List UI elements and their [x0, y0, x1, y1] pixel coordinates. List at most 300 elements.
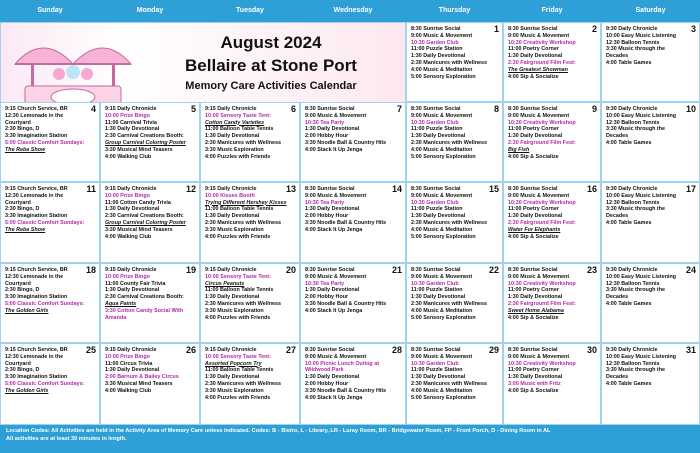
activity-item: 11:00 Balloon Table Tennis: [205, 287, 274, 294]
activity-item: 9:00 Music & Movement: [411, 32, 473, 39]
activity-item: 10:00 Easy Music Listening: [606, 112, 677, 119]
activity-item: 3:30 Music Exploration: [205, 226, 264, 233]
activity-item: 2:30 Manicures with Wellness: [411, 219, 487, 226]
activity-item: 2:30 Manicures with Wellness: [411, 300, 487, 307]
activity-item: 4:00 Stack It Up Jenga: [305, 226, 363, 233]
weekday-tuesday: Tuesday: [236, 7, 264, 14]
activity-item: 10:30 Garden Club: [411, 280, 459, 287]
activity-item: 3:30 Noodle Ball & Country Hits: [305, 139, 387, 146]
activity-list: [407, 264, 502, 321]
activity-item: 2:30 Fairground Film Fest:: [508, 300, 576, 307]
activity-item: 9:00 Music & Movement: [305, 192, 367, 199]
activity-item: 10:30 Creativity Workshop: [508, 280, 576, 287]
activity-item: Courtyard: [5, 360, 31, 367]
day-number: 10: [685, 104, 696, 114]
activity-item: 4:00 Music & Meditation: [411, 146, 473, 153]
day-number: 23: [586, 265, 597, 275]
activity-item: 8:30 Sunrise Social: [411, 347, 461, 353]
activity-item: 1:30 Daily Devotional: [411, 213, 466, 220]
day-number: 1: [493, 24, 499, 34]
activity-item: 8:30 Sunrise Social: [411, 186, 461, 192]
day-number: 30: [586, 345, 597, 355]
activity-item: Wildwood Park: [305, 367, 344, 374]
activity-item: 4:00 Puzzles with Friends: [205, 233, 271, 240]
activity-item: 9:15 Church Service, BR: [5, 186, 68, 192]
activity-item: 1:30 Daily Devotional: [411, 53, 466, 60]
day-cell: [100, 263, 200, 343]
activity-item: 2:30 Bingo, D: [5, 287, 40, 294]
activity-item: 1:30 Daily Devotional: [411, 374, 466, 381]
activity-item: 3:30 Music through the: [606, 126, 666, 133]
activity-list: [1, 103, 99, 154]
activity-list: [602, 264, 699, 308]
activity-item: 9:30 Daily Chronicle: [606, 347, 658, 353]
activity-item: 1:30 Daily Devotional: [305, 206, 360, 213]
activity-item: 2:30 Carnival Creations Booth:: [105, 133, 184, 140]
day-cell: [200, 263, 300, 343]
activity-list: [504, 103, 600, 160]
activity-item: Trying Different Hershey Kisses: [205, 199, 287, 206]
activity-item: 4:00 Walking Club: [105, 233, 152, 240]
day-cell: [0, 102, 100, 182]
activity-item: 10:30 Garden Club: [411, 39, 459, 46]
activity-item: 2:30 Manicures with Wellness: [205, 300, 281, 307]
day-cell: [406, 263, 503, 343]
day-cell: [601, 343, 700, 425]
activity-item: 11:00 Puzzle Station: [411, 126, 463, 133]
activity-item: 2:30 Manicures with Wellness: [411, 59, 487, 66]
activity-item: Amanda: [105, 314, 127, 321]
activity-item: 9:00 Music & Movement: [508, 353, 570, 360]
activity-list: [201, 183, 299, 240]
activity-item: 9:15 Daily Chronicle: [205, 347, 257, 353]
activity-item: Decades: [606, 53, 629, 60]
activity-item: 9:15 Church Service, BR: [5, 347, 68, 353]
activity-item: 10:00 Sensory Taste Tent:: [205, 273, 272, 280]
day-number: 22: [488, 265, 499, 275]
day-cell: [503, 343, 601, 425]
activity-item: 3:30 Music Exploration: [205, 146, 264, 153]
activity-item: 9:15 Daily Chronicle: [105, 267, 157, 273]
day-number: 21: [391, 265, 402, 275]
activity-list: [101, 103, 199, 160]
activity-item: 4:00 Puzzles with Friends: [205, 394, 271, 401]
activity-item: 4:00 Table Games: [606, 59, 652, 66]
activity-item: 10:30 Creativity Workshop: [508, 39, 576, 46]
day-cell: [300, 263, 406, 343]
day-number: 5: [190, 104, 196, 114]
activity-item: The Greatest Showman: [508, 66, 568, 73]
activity-item: 4:00 Stack It Up Jenga: [305, 307, 363, 314]
activity-item: 11:00 Balloon Table Tennis: [205, 367, 274, 374]
day-number: 29: [488, 345, 499, 355]
activity-list: [101, 264, 199, 321]
activity-item: 9:30 Daily Chronicle: [606, 26, 658, 32]
activity-item: 8:30 Sunrise Social: [508, 186, 558, 192]
activity-list: [201, 344, 299, 401]
activity-item: 8:30 Sunrise Social: [508, 347, 558, 353]
activity-list: [407, 183, 502, 240]
activity-item: 4:00 Sip & Socialize: [508, 73, 559, 80]
activity-item: 10:30 Creativity Workshop: [508, 360, 576, 367]
activity-item: 5:00 Classic Comfort Sundays:: [5, 300, 85, 307]
activity-item: 2:30 Manicures with Wellness: [411, 139, 487, 146]
day-number: 11: [86, 184, 96, 194]
weekday-saturday: Saturday: [635, 7, 666, 14]
activity-item: 10:00 Prize Bingo: [105, 353, 150, 360]
activity-item: 12:30 Balloon Tennis: [606, 199, 660, 206]
activity-list: [301, 264, 405, 315]
location-codes-footer: [0, 425, 700, 453]
activity-item: 8:30 Sunrise Social: [305, 267, 355, 273]
activity-item: 11:00 Poetry Corner: [508, 367, 559, 374]
activity-list: [407, 103, 502, 160]
activity-item: 2:00 Hobby Hour: [305, 133, 349, 140]
activity-item: Water For Elephants: [508, 226, 561, 233]
activity-item: 1:30 Daily Devotional: [305, 287, 360, 294]
activity-item: 11:00 Poetry Corner: [508, 126, 559, 133]
activity-item: 9:00 Music & Movement: [508, 192, 570, 199]
activity-item: 4:00 Sip & Socialize: [508, 233, 559, 240]
activity-list: [301, 344, 405, 401]
activity-item: 9:15 Daily Chronicle: [105, 347, 157, 353]
day-cell: [406, 182, 503, 263]
activity-item: 3:30 Imagination Station: [5, 213, 68, 220]
activity-item: 5:00 Sensory Exploration: [411, 314, 476, 321]
day-cell: [100, 102, 200, 182]
activity-item: 10:00 Sensory Taste Tent:: [205, 353, 272, 360]
activity-item: 10:30 Creativity Workshop: [508, 199, 576, 206]
activity-item: 4:00 Puzzles with Friends: [205, 153, 271, 160]
activity-item: 12:30 Lemonade in the: [5, 192, 64, 199]
day-number: 2: [591, 24, 597, 34]
activity-item: Decades: [606, 294, 629, 301]
activity-item: 1:30 Daily Devotional: [411, 133, 466, 140]
activity-item: 9:00 Music & Movement: [411, 112, 473, 119]
activity-item: 8:30 Sunrise Social: [305, 347, 355, 353]
day-cell: [503, 182, 601, 263]
activity-item: 8:30 Sunrise Social: [508, 267, 558, 273]
activity-item: 3:30 Music through the: [606, 206, 666, 213]
activity-item: Decades: [606, 213, 629, 220]
activity-item: Cotton Candy Varieties: [205, 119, 265, 126]
day-cell: [0, 182, 100, 263]
activity-item: Assorted Popcorn Try: [205, 360, 262, 367]
activity-item: 2:30 Fairground Film Fest:: [508, 219, 576, 226]
activity-item: 11:00 Poetry Corner: [508, 206, 559, 213]
activity-item: 1:30 Daily Devotional: [508, 213, 563, 220]
weekday-monday: Monday: [136, 7, 164, 14]
activity-list: [602, 103, 699, 147]
activity-item: 12:30 Lemonade in the: [5, 353, 64, 360]
activity-item: 2:30 Bingo, D: [5, 367, 40, 374]
activity-item: 2:00 Hobby Hour: [305, 380, 349, 387]
day-number: 6: [290, 104, 296, 114]
activity-item: 9:15 Daily Chronicle: [105, 186, 157, 192]
activity-item: 5:00 Classic Comfort Sundays:: [5, 380, 85, 387]
activity-item: 8:30 Sunrise Social: [305, 186, 355, 192]
day-cell: [406, 22, 503, 102]
activity-item: 3:00 Music with Fritz: [508, 380, 561, 387]
activity-item: 3:30 Music Exploration: [205, 307, 264, 314]
activity-item: 11:00 Poetry Corner: [508, 46, 559, 53]
community-name: Bellaire at Stone Port: [185, 56, 357, 75]
activity-item: 1:30 Daily Devotional: [508, 133, 563, 140]
activity-item: 9:15 Church Service, BR: [5, 106, 68, 112]
day-cell: [601, 102, 700, 182]
day-number: 17: [685, 184, 696, 194]
activity-list: [201, 103, 299, 160]
activity-list: [1, 183, 99, 234]
activity-item: 1:30 Daily Devotional: [508, 374, 563, 381]
activity-item: 11:00 Puzzle Station: [411, 46, 463, 53]
weekday-wednesday: Wednesday: [333, 7, 373, 14]
activity-item: 5:00 Classic Comfort Sundays:: [5, 139, 85, 146]
activity-item: 9:00 Music & Movement: [305, 273, 367, 280]
activity-item: 4:00 Music & Meditation: [411, 387, 473, 394]
activity-item: 1:30 Daily Devotional: [105, 126, 160, 133]
activity-item: 1:30 Daily Devotional: [105, 287, 160, 294]
day-cell: [503, 22, 601, 102]
activity-list: [504, 183, 600, 240]
day-cell: [200, 102, 300, 182]
activity-item: 4:00 Stack It Up Jenga: [305, 146, 363, 153]
activity-item: The Golden Girls: [5, 307, 49, 314]
activity-item: 12:30 Balloon Tennis: [606, 119, 660, 126]
activity-list: [1, 344, 99, 395]
activity-item: 8:30 Sunrise Social: [411, 267, 461, 273]
activity-list: [301, 183, 405, 234]
activity-item: 2:30 Manicures with Wellness: [205, 380, 281, 387]
day-number: 13: [285, 184, 296, 194]
day-number: 24: [685, 265, 696, 275]
activity-item: 11:00 Poetry Corner: [508, 287, 559, 294]
activity-item: Sweet Home Alabama: [508, 307, 564, 314]
activity-item: 10:00 Prize Bingo: [105, 112, 150, 119]
activity-item: 3:30 Musical Mind Teasers: [105, 146, 173, 153]
activity-item: 3:30 Musical Mind Teasers: [105, 380, 173, 387]
calendar-subtitle: Memory Care Activities Calendar: [185, 80, 357, 92]
day-cell: [406, 343, 503, 425]
day-number: 7: [396, 104, 402, 114]
activity-item: 1:30 Daily Devotional: [305, 126, 360, 133]
activity-item: 10:30 Creativity Workshop: [508, 119, 576, 126]
activity-item: 9:30 Daily Chronicle: [606, 106, 658, 112]
activity-item: 9:00 Music & Movement: [508, 273, 570, 280]
activity-item: 2:30 Manicures with Wellness: [205, 219, 281, 226]
activity-list: [504, 344, 600, 395]
activity-item: 4:00 Music & Meditation: [411, 226, 473, 233]
activity-item: 4:00 Walking Club: [105, 153, 152, 160]
day-cell: [601, 263, 700, 343]
weekday-header: [0, 0, 700, 22]
activity-item: 3:30 Music Exploration: [205, 387, 264, 394]
activity-item: 1:30 Daily Devotional: [205, 294, 260, 301]
day-number: 19: [185, 265, 196, 275]
activity-list: [602, 344, 699, 388]
activity-item: 10:30 Tea Party: [305, 280, 345, 287]
day-number: 27: [285, 345, 296, 355]
activity-item: 4:00 Music & Meditation: [411, 66, 473, 73]
activity-item: 3:30 Noodle Ball & Country Hits: [305, 387, 387, 394]
activity-item: 3:30 Noodle Ball & Country Hits: [305, 219, 387, 226]
activity-list: [602, 183, 699, 227]
day-cell: [601, 182, 700, 263]
day-number: 15: [488, 184, 499, 194]
activity-item: 11:00 Balloon Table Tennis: [205, 206, 274, 213]
activity-item: 11:00 Puzzle Station: [411, 206, 463, 213]
activity-item: 2:30 Carnival Creations Booth:: [105, 294, 184, 301]
day-cell: [300, 343, 406, 425]
day-cell: [0, 263, 100, 343]
activity-item: Big Fish: [508, 146, 530, 153]
activity-item: 2:00 Hobby Hour: [305, 213, 349, 220]
activity-item: 9:00 Music & Movement: [508, 112, 570, 119]
activity-list: [1, 264, 99, 315]
activity-item: 10:00 Picnic Lunch Outing at: [305, 360, 379, 367]
activity-item: 9:00 Music & Movement: [411, 192, 473, 199]
activity-list: [407, 23, 502, 80]
activity-item: 10:30 Garden Club: [411, 199, 459, 206]
activity-item: 12:30 Lemonade in the: [5, 273, 64, 280]
activity-item: 10:00 Easy Music Listening: [606, 273, 677, 280]
day-cell: [300, 182, 406, 263]
day-number: 3: [690, 24, 696, 34]
day-number: 31: [685, 345, 696, 355]
day-number: 18: [85, 265, 96, 275]
activity-item: The Reba Show: [5, 146, 46, 153]
activity-item: 11:00 Carnival Trivia: [105, 119, 157, 126]
activity-item: 4:00 Table Games: [606, 219, 652, 226]
activity-list: [407, 344, 502, 401]
activity-item: 12:30 Balloon Tennis: [606, 360, 660, 367]
activity-item: 2:30 Manicures with Wellness: [205, 139, 281, 146]
activity-item: The Reba Show: [5, 226, 46, 233]
activity-item: 1:30 Daily Devotional: [305, 374, 360, 381]
day-cell: [200, 182, 300, 263]
activity-item: 11:00 Circus Trivia: [105, 360, 153, 367]
activity-item: 3:30 Noodle Ball & Country Hits: [305, 300, 387, 307]
activity-item: 9:15 Daily Chronicle: [205, 106, 257, 112]
activity-item: 1:30 Daily Devotional: [205, 374, 260, 381]
activity-item: 9:00 Music & Movement: [411, 353, 473, 360]
day-cell: [100, 182, 200, 263]
activity-item: 9:00 Music & Movement: [305, 353, 367, 360]
activity-item: Decades: [606, 374, 629, 381]
activity-item: 8:30 Sunrise Social: [508, 106, 558, 112]
activity-item: 4:00 Sip & Socialize: [508, 387, 559, 394]
activity-list: [504, 264, 600, 321]
activity-item: Courtyard: [5, 119, 31, 126]
activity-list: [504, 23, 600, 80]
day-cell: [0, 343, 100, 425]
activity-item: 4:00 Stack It Up Jenga: [305, 394, 363, 401]
activity-item: 1:30 Daily Devotional: [205, 133, 260, 140]
activity-item: 9:15 Church Service, BR: [5, 267, 68, 273]
day-number: 16: [586, 184, 597, 194]
day-cell: [503, 102, 601, 182]
activity-list: [301, 103, 405, 154]
activity-item: 4:00 Table Games: [606, 300, 652, 307]
activity-item: Circus Peanuts: [205, 280, 245, 287]
activity-item: 2:00 Barnum & Bailey Circus: [105, 374, 179, 381]
activity-item: 10:00 Easy Music Listening: [606, 32, 677, 39]
activity-item: 12:30 Lemonade in the: [5, 112, 64, 119]
calendar-month: August 2024: [220, 33, 322, 52]
activity-item: 9:15 Daily Chronicle: [205, 186, 257, 192]
activity-item: 1:30 Daily Devotional: [508, 53, 563, 60]
activity-item: 3:30 Cotton Candy Social With: [105, 307, 184, 314]
day-number: 28: [391, 345, 402, 355]
activity-item: 10:00 Kisses Booth: [205, 192, 255, 199]
activity-item: 4:00 Walking Club: [105, 387, 152, 394]
activity-item: 9:00 Music & Movement: [411, 273, 473, 280]
activity-item: 3:30 Imagination Station: [5, 133, 68, 140]
day-cell: [300, 102, 406, 182]
activity-list: [101, 344, 199, 395]
activity-item: 4:00 Sip & Socialize: [508, 153, 559, 160]
day-cell: [100, 343, 200, 425]
activity-item: 2:30 Fairground Film Fest:: [508, 139, 576, 146]
activity-item: 5:00 Sensory Exploration: [411, 233, 476, 240]
weekday-thursday: Thursday: [438, 7, 471, 14]
activity-item: 10:00 Prize Bingo: [105, 273, 150, 280]
weekday-sunday: Sunday: [37, 7, 63, 14]
activity-item: 9:30 Daily Chronicle: [606, 267, 658, 273]
activity-item: 2:30 Bingo, D: [5, 126, 40, 133]
activity-item: 11:00 Cotton Candy Trivia: [105, 199, 171, 206]
activity-item: 11:00 Balloon Table Tennis: [205, 126, 274, 133]
activity-item: 8:30 Sunrise Social: [305, 106, 355, 112]
activity-item: Aqua Paints: [105, 300, 137, 307]
day-number: 25: [85, 345, 96, 355]
activity-item: 5:00 Sensory Exploration: [411, 73, 476, 80]
activity-item: Courtyard: [5, 199, 31, 206]
activity-item: 5:00 Classic Comfort Sundays:: [5, 219, 85, 226]
day-number: 26: [185, 345, 196, 355]
activity-item: 9:15 Daily Chronicle: [105, 106, 157, 112]
activity-item: 11:00 Puzzle Station: [411, 287, 463, 294]
activity-item: Group Carnival Coloring Poster: [105, 219, 186, 226]
activity-item: 4:00 Music & Meditation: [411, 307, 473, 314]
activity-item: 10:00 Easy Music Listening: [606, 353, 677, 360]
activity-item: 1:30 Daily Devotional: [105, 206, 160, 213]
activity-item: 12:30 Balloon Tennis: [606, 39, 660, 46]
activity-item: 8:30 Sunrise Social: [411, 106, 461, 112]
day-cell: [503, 263, 601, 343]
activity-item: 4:00 Table Games: [606, 380, 652, 387]
activity-item: 5:00 Sensory Exploration: [411, 394, 476, 401]
day-cell: [406, 102, 503, 182]
activity-item: 11:00 Puzzle Station: [411, 367, 463, 374]
activity-item: 10:00 Sensory Taste Tent:: [205, 112, 272, 119]
activity-item: 11:00 County Fair Trivia: [105, 280, 166, 287]
activity-item: 10:30 Tea Party: [305, 199, 345, 206]
day-number: 12: [185, 184, 196, 194]
footer-location-codes: Location Codes: All Activities are held in the Activity Area of Memory Care unless indicated. Codes: B - Bistro, L - Library, LR - Luray Room, BR - Bridgewater Room, FP - Front Porch, D - Dining Room in AL: [6, 428, 551, 434]
activity-item: 9:15 Daily Chronicle: [205, 267, 257, 273]
activity-item: Decades: [606, 133, 629, 140]
activity-item: 2:00 Hobby Hour: [305, 294, 349, 301]
activity-item: 4:00 Sip & Socialize: [508, 314, 559, 321]
activity-item: 5:00 Sensory Exploration: [411, 153, 476, 160]
activity-item: 9:00 Music & Movement: [508, 32, 570, 39]
activity-item: 2:30 Carnival Creations Booth:: [105, 213, 184, 220]
activity-item: 4:00 Table Games: [606, 139, 652, 146]
day-number: 8: [493, 104, 499, 114]
day-cell: [601, 22, 700, 102]
day-number: 14: [391, 184, 402, 194]
